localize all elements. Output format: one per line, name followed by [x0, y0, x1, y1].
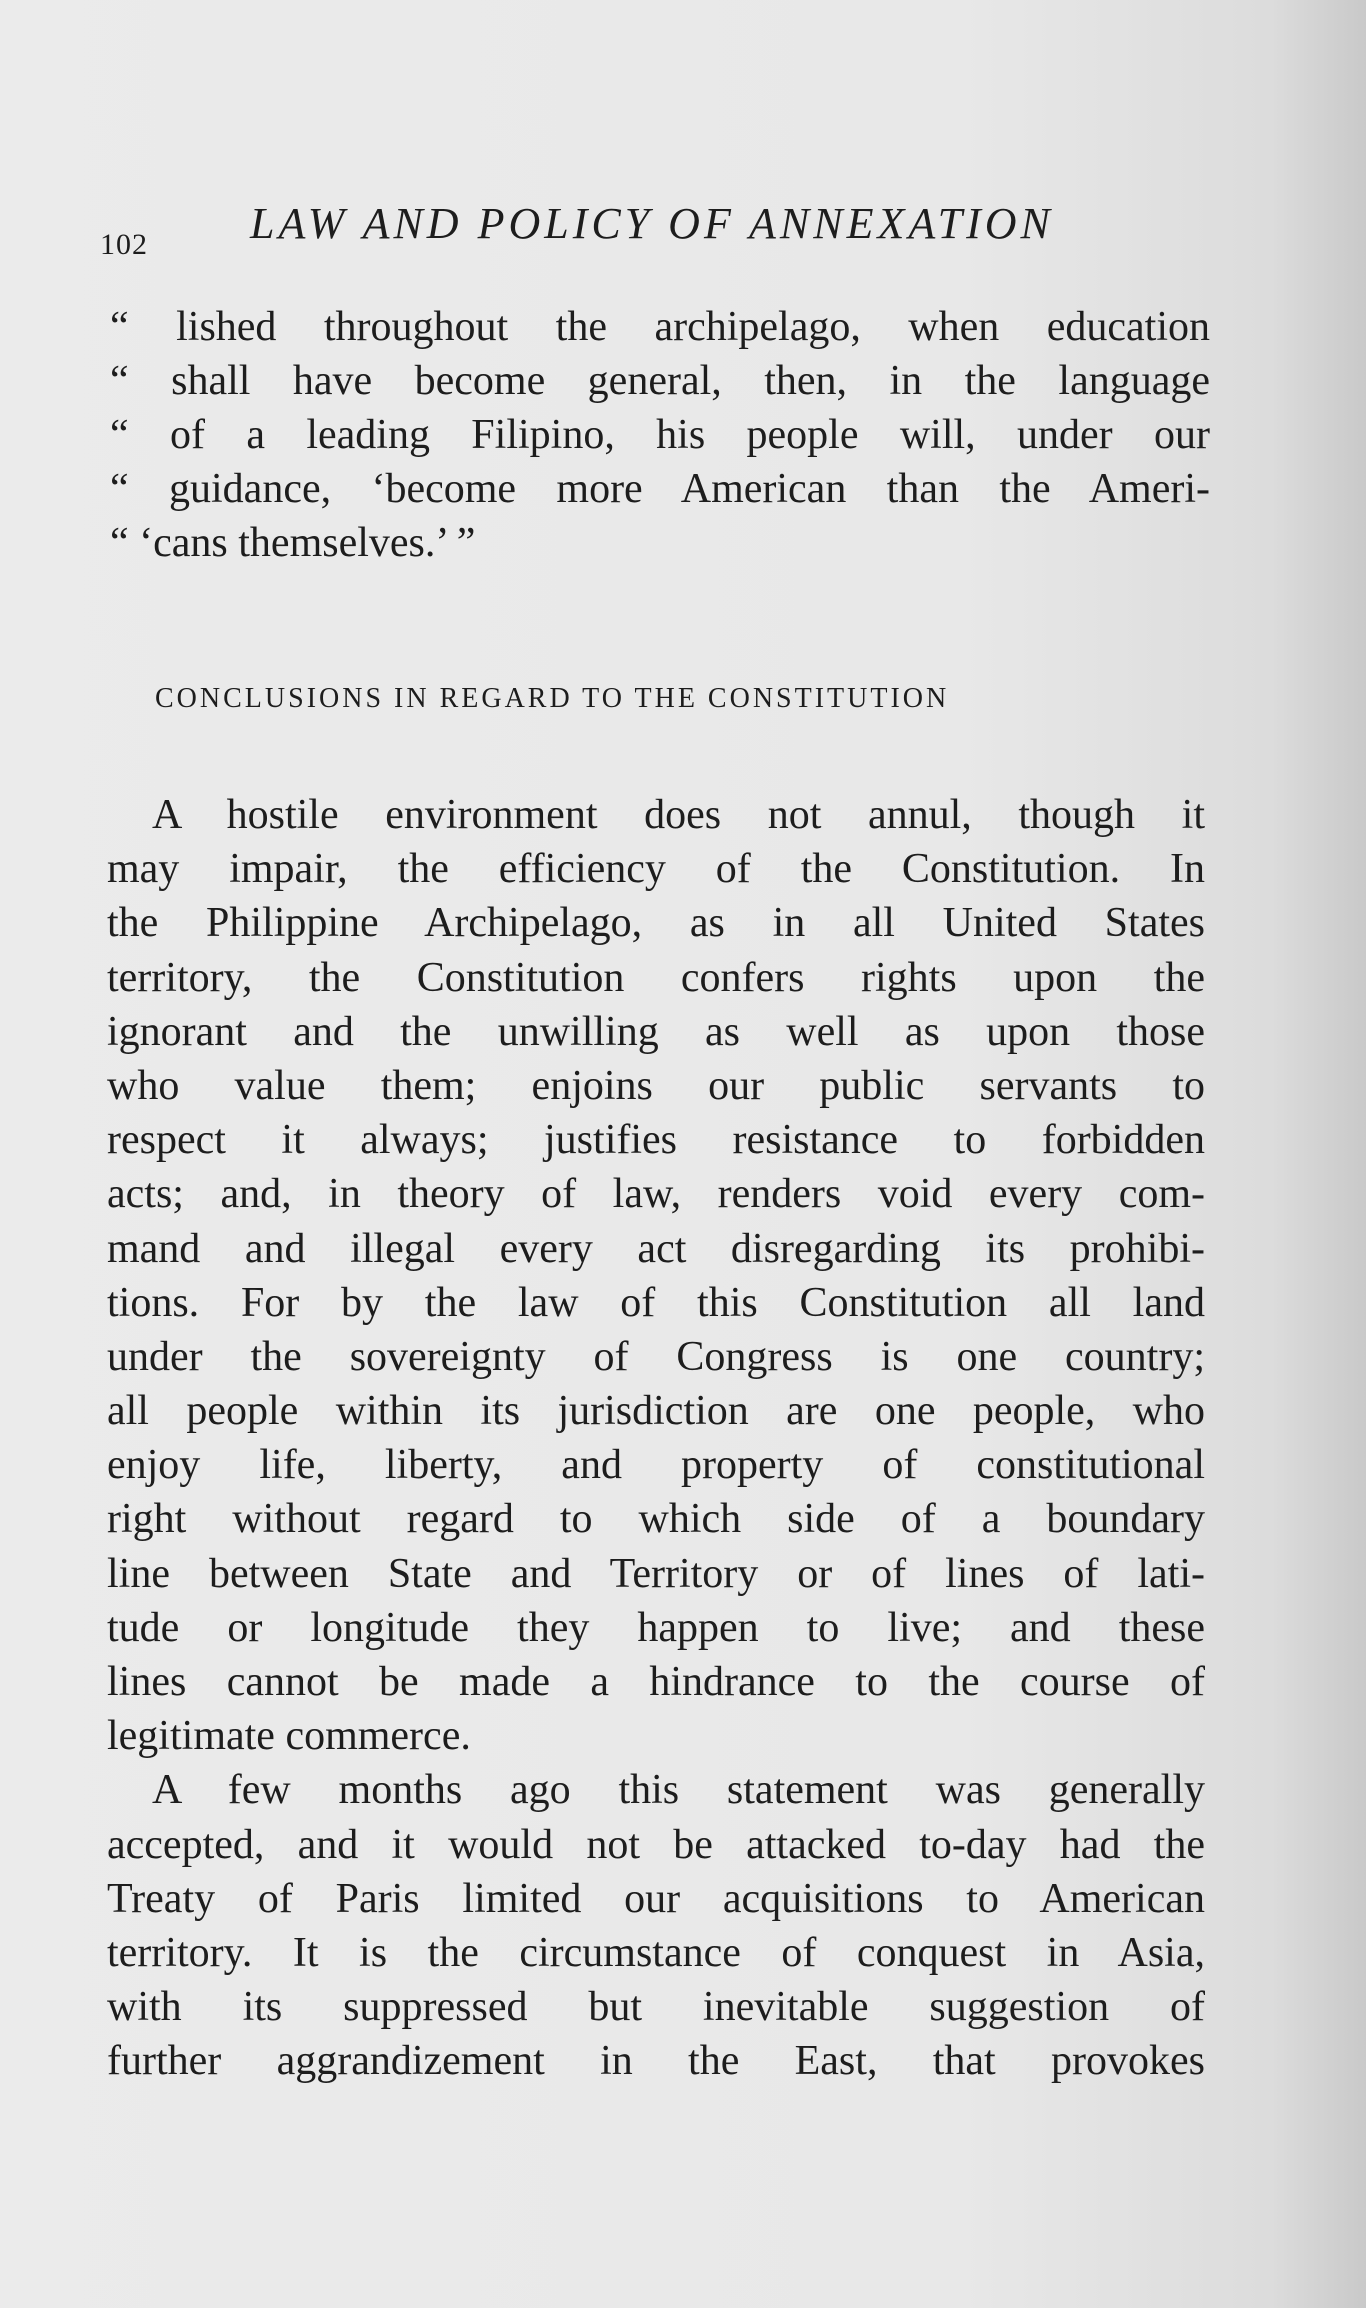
text-line: “ shall have become general, then, in the language [110, 358, 1210, 404]
paragraph-line: accepted, and it would not be attacked to-day had the [107, 1821, 1205, 1868]
paragraph-line: with its suppressed but inevitable suggestion of [107, 1984, 1205, 2031]
paragraph-line: A few months ago this statement was generally [152, 1767, 1205, 1814]
paragraph-line: territory, the Constitution confers rights upon the [107, 954, 1205, 1001]
paragraph-line: all people within its jurisdiction are one people, who [107, 1388, 1205, 1435]
paragraph-line: respect it always; justifies resistance to forbidden [107, 1117, 1205, 1164]
paragraph-line: tude or longitude they happen to live; and these [107, 1604, 1205, 1651]
paragraph-line: Treaty of Paris limited our acquisitions to American [107, 1875, 1205, 1922]
text-line: “ lished throughout the archipelago, when education [110, 304, 1210, 350]
text-line: “ guidance, ‘become more American than the Ameri- [110, 466, 1210, 512]
paragraph-line: A hostile environment does not annul, though it [152, 792, 1205, 838]
paragraph-line: legitimate commerce. [107, 1713, 471, 1760]
section-heading: CONCLUSIONS IN REGARD TO THE CONSTITUTION [155, 683, 950, 714]
quote-block [110, 300, 1210, 570]
paragraph-line: further aggrandizement in the East, that provokes [107, 2038, 1205, 2085]
running-head [100, 198, 1200, 261]
running-title: LAW AND POLICY OF ANNEXATION [250, 199, 1054, 248]
text-line: “ of a leading Filipino, his people will, under our [110, 412, 1210, 458]
paragraph-line: lines cannot be made a hindrance to the course of [107, 1659, 1205, 1705]
paragraph-line: the Philippine Archipelago, as in all United States [107, 900, 1205, 947]
paragraph-line: mand and illegal every act disregarding its prohibi- [107, 1225, 1205, 1272]
paragraph-line: may impair, the efficiency of the Constitution. In [107, 846, 1205, 893]
paragraph-line: enjoy life, liberty, and property of constitutional [107, 1442, 1205, 1489]
paragraph-line: line between State and Territory or of lines of lati- [107, 1550, 1205, 1597]
paragraph-line: right without regard to which side of a boundary [107, 1496, 1205, 1543]
paragraph-line: tions. For by the law of this Constitution all land [107, 1279, 1205, 1326]
text-line: “ ‘cans themselves.’ ” [110, 520, 476, 566]
paragraph-line: acts; and, in theory of law, renders void every com- [107, 1171, 1205, 1218]
paragraph-line: under the sovereignty of Congress is one country; [107, 1333, 1205, 1380]
paragraph-line: territory. It is the circumstance of conquest in Asia, [107, 1929, 1205, 1976]
paragraph-line: who value them; enjoins our public servants to [107, 1062, 1205, 1109]
body-text [107, 788, 1205, 2089]
paragraph-line: ignorant and the unwilling as well as upon those [107, 1008, 1205, 1055]
page-number: 102 [100, 228, 148, 261]
